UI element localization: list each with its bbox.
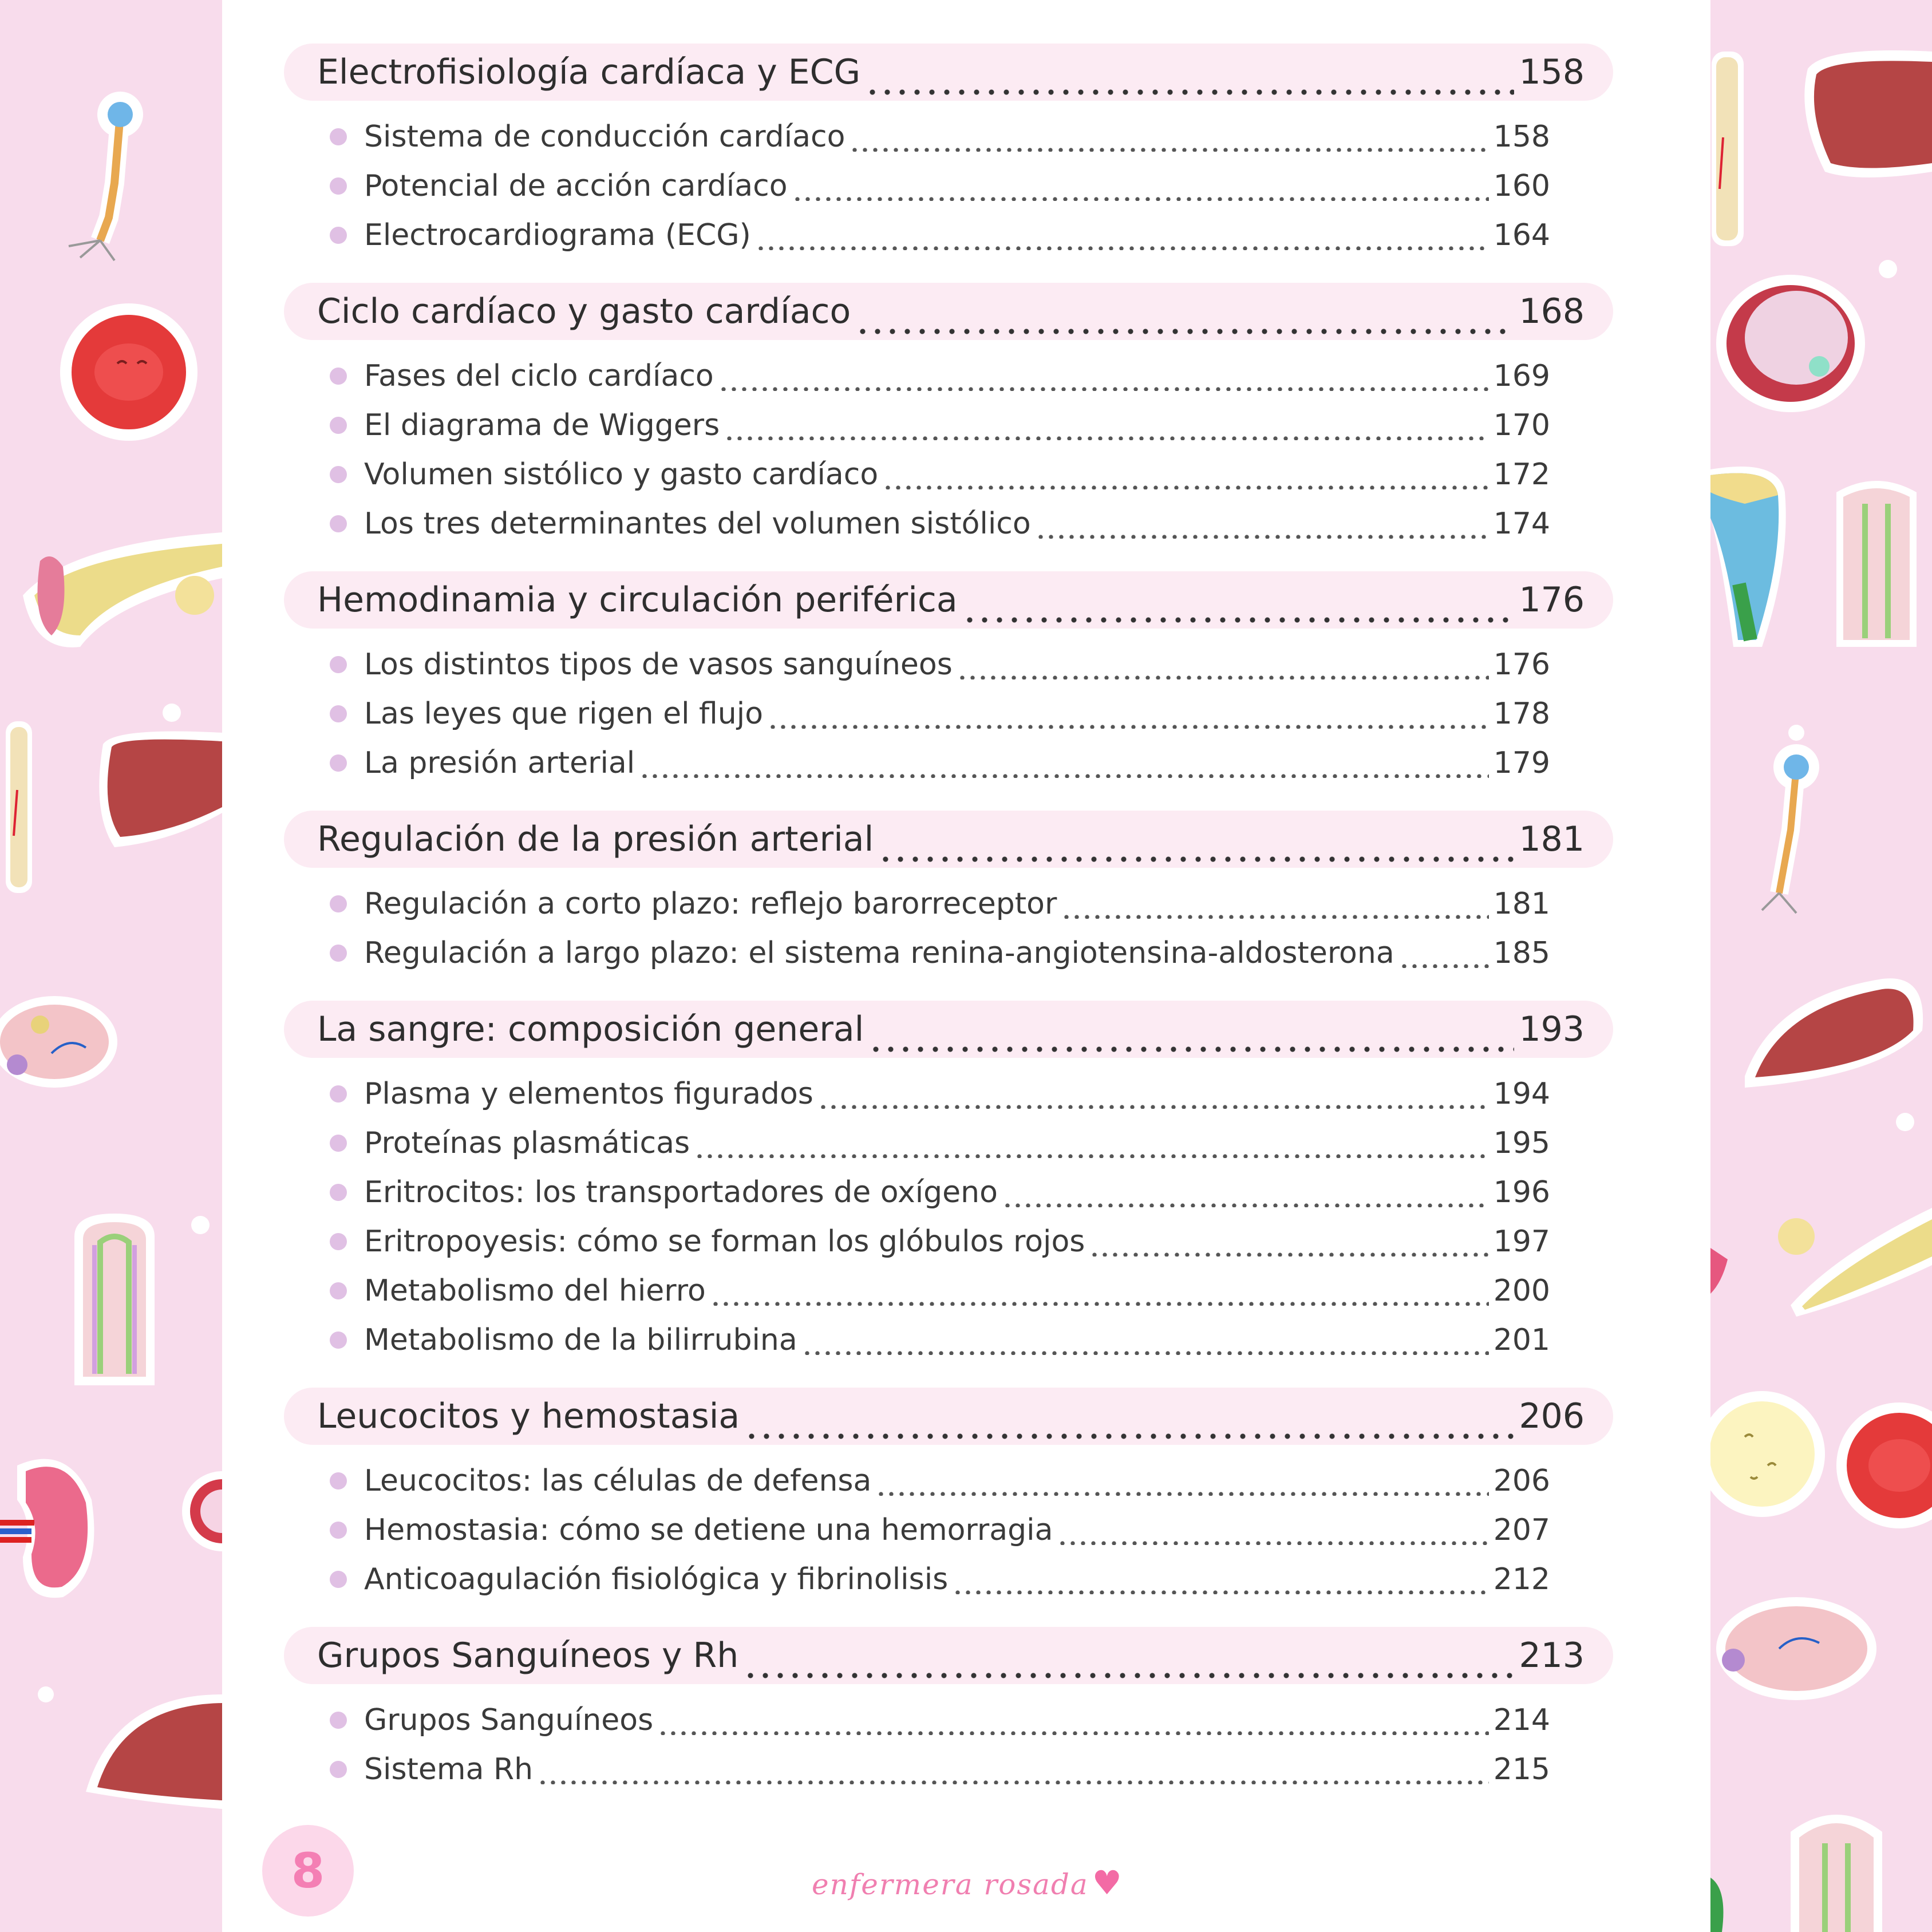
toc-section	[284, 811, 1613, 978]
item-page-number: 164	[1493, 218, 1550, 252]
dot-leader	[694, 1128, 1489, 1158]
toc-item-list	[284, 629, 1613, 788]
dot-leader	[957, 650, 1489, 679]
liver-sticker	[99, 732, 222, 848]
item-page-number: 169	[1493, 359, 1550, 393]
bullet-icon	[330, 754, 347, 772]
bullet-icon	[330, 368, 347, 385]
bullet-icon	[330, 1282, 347, 1299]
liver-sticker	[1745, 978, 1923, 1088]
toc-section-heading[interactable]	[284, 44, 1613, 101]
intestinal-villus-sticker	[1836, 481, 1917, 647]
dot-leader	[538, 1755, 1489, 1784]
intestinal-villus-sticker	[74, 1214, 155, 1385]
brand-text: enfermera rosada	[812, 1868, 1089, 1901]
item-page-number: 207	[1493, 1513, 1550, 1547]
red-blood-cell-sticker	[1836, 1402, 1932, 1528]
toc-item[interactable]	[284, 450, 1613, 499]
toc-item-list	[284, 1058, 1613, 1365]
dot-leader	[883, 460, 1489, 489]
toc-item-list	[284, 101, 1613, 260]
pancreas-sticker	[1710, 1208, 1932, 1317]
item-page-number: 181	[1493, 887, 1550, 921]
toc-item[interactable]	[284, 689, 1613, 738]
item-title: Metabolismo del hierro	[364, 1274, 706, 1308]
item-page-number: 174	[1493, 507, 1550, 541]
item-title: Regulación a corto plazo: reflejo barorreceptor	[364, 887, 1057, 921]
toc-item[interactable]	[284, 1696, 1613, 1745]
toc-section	[284, 1627, 1613, 1794]
bullet-icon	[330, 1522, 347, 1539]
item-title: Eritropoyesis: cómo se forman los glóbulos rojos	[364, 1224, 1085, 1259]
section-title: La sangre: composición general	[317, 1009, 864, 1049]
item-page-number: 212	[1493, 1562, 1550, 1597]
dot-leader	[865, 49, 1514, 95]
brand-signature	[812, 1863, 1123, 1902]
dot-leader	[850, 122, 1488, 152]
item-title: Volumen sistólico y gasto cardíaco	[364, 457, 879, 492]
section-page-number: 206	[1519, 1396, 1585, 1436]
dot-leader	[1057, 1515, 1488, 1545]
item-page-number: 176	[1493, 647, 1550, 682]
item-title: Metabolismo de la bilirrubina	[364, 1323, 797, 1357]
section-page-number: 168	[1519, 291, 1585, 331]
item-page-number: 160	[1493, 169, 1550, 203]
item-title: Anticoagulación fisiológica y fibrinolisis	[364, 1562, 949, 1597]
red-blood-cell-sticker	[60, 303, 197, 441]
intestinal-villus-sticker	[1710, 1815, 1882, 1932]
toc-section	[284, 283, 1613, 548]
toc-item[interactable]	[284, 211, 1613, 260]
toc-item[interactable]	[284, 499, 1613, 548]
table-of-contents	[284, 44, 1613, 1817]
toc-item[interactable]	[284, 1456, 1613, 1506]
toc-section	[284, 571, 1613, 788]
dot-leader	[876, 1466, 1488, 1496]
dot-leader	[868, 1006, 1514, 1052]
item-page-number: 194	[1493, 1077, 1550, 1111]
item-page-number: 214	[1493, 1703, 1550, 1737]
alveolus-sticker	[182, 1471, 222, 1551]
ovary-sticker	[1716, 1597, 1876, 1700]
white-blood-cell-sticker	[1710, 1391, 1825, 1517]
neuron-sticker	[1762, 744, 1819, 913]
dot-leader	[1036, 509, 1489, 539]
bullet-icon	[330, 515, 347, 532]
item-title: Proteínas plasmáticas	[364, 1126, 690, 1160]
toc-item[interactable]	[284, 1315, 1613, 1365]
toc-item-list	[284, 1445, 1613, 1604]
item-title: Hemostasia: cómo se detiene una hemorragia	[364, 1513, 1053, 1547]
dot-leader	[724, 410, 1489, 440]
dot-leader	[878, 816, 1514, 862]
item-title: Potencial de acción cardíaco	[364, 169, 788, 203]
section-page-number: 158	[1519, 52, 1585, 92]
dot-leader	[855, 289, 1514, 334]
item-page-number: 195	[1493, 1126, 1550, 1160]
item-title: Los distintos tipos de vasos sanguíneos	[364, 647, 953, 682]
bullet-icon	[330, 1085, 347, 1103]
toc-section	[284, 44, 1613, 260]
item-page-number: 200	[1493, 1274, 1550, 1308]
item-page-number: 172	[1493, 457, 1550, 492]
toc-section-heading[interactable]	[284, 571, 1613, 629]
dot-leader	[1399, 938, 1489, 968]
item-title: Fases del ciclo cardíaco	[364, 359, 714, 393]
toc-item[interactable]	[284, 1119, 1613, 1168]
toc-page	[222, 0, 1710, 1932]
dot-leader	[718, 361, 1489, 391]
bullet-icon	[330, 1184, 347, 1201]
section-title: Leucocitos y hemostasia	[317, 1396, 740, 1436]
item-page-number: 206	[1493, 1464, 1550, 1498]
toc-item-list	[284, 340, 1613, 548]
bullet-icon	[330, 895, 347, 912]
toc-item[interactable]	[284, 1555, 1613, 1604]
bullet-icon	[330, 417, 347, 434]
section-title: Electrofisiología cardíaca y ECG	[317, 52, 861, 92]
bullet-icon	[330, 1472, 347, 1490]
toc-section-heading[interactable]	[284, 811, 1613, 868]
toc-item[interactable]	[284, 401, 1613, 450]
toc-item[interactable]	[284, 1069, 1613, 1119]
bullet-icon	[330, 1332, 347, 1349]
dot-leader	[639, 748, 1489, 778]
bullet-icon	[330, 705, 347, 722]
toc-item-list	[284, 1684, 1613, 1794]
dot-leader	[953, 1564, 1488, 1594]
toc-item-list	[284, 868, 1613, 978]
dot-leader	[1089, 1227, 1488, 1257]
section-page-number: 181	[1519, 819, 1585, 859]
bone-sticker	[1712, 52, 1744, 246]
page-number: 8	[291, 1843, 325, 1899]
toc-item[interactable]	[284, 161, 1613, 211]
toc-item[interactable]	[284, 738, 1613, 788]
dot-leader	[792, 171, 1489, 201]
toc-item[interactable]	[284, 1506, 1613, 1555]
toc-item[interactable]	[284, 112, 1613, 161]
item-title: Grupos Sanguíneos	[364, 1703, 654, 1737]
dot-leader	[743, 1633, 1514, 1678]
bullet-icon	[330, 1761, 347, 1778]
toc-item[interactable]	[284, 1266, 1613, 1315]
toc-section	[284, 1001, 1613, 1365]
item-title: Leucocitos: las células de defensa	[364, 1464, 872, 1498]
section-title: Hemodinamia y circulación periférica	[317, 580, 958, 620]
dot-leader	[768, 699, 1489, 729]
alveolus-sticker	[1716, 275, 1865, 412]
toc-section-heading[interactable]	[284, 1388, 1613, 1445]
item-title: Electrocardiograma (ECG)	[364, 218, 751, 252]
item-title: La presión arterial	[364, 746, 635, 780]
item-title: Regulación a largo plazo: el sistema renina-angiotensina-aldosterona	[364, 936, 1394, 970]
toc-item[interactable]	[284, 1217, 1613, 1266]
toc-item[interactable]	[284, 1168, 1613, 1217]
item-title: El diagrama de Wiggers	[364, 408, 720, 442]
toc-item[interactable]	[284, 351, 1613, 401]
item-title: Eritrocitos: los transportadores de oxígeno	[364, 1175, 998, 1210]
dot-leader	[744, 1393, 1514, 1439]
item-title: Plasma y elementos figurados	[364, 1077, 813, 1111]
toc-section-heading[interactable]	[284, 283, 1613, 340]
toc-section-heading[interactable]	[284, 1627, 1613, 1684]
neuron-sticker	[69, 92, 143, 260]
section-title: Grupos Sanguíneos y Rh	[317, 1635, 739, 1676]
item-title: Los tres determinantes del volumen sistólico	[364, 507, 1031, 541]
bullet-icon	[330, 656, 347, 673]
item-title: Las leyes que rigen el flujo	[364, 697, 764, 731]
toc-section-heading[interactable]	[284, 1001, 1613, 1058]
pancreas-sticker	[23, 532, 222, 647]
dot-leader	[658, 1705, 1489, 1735]
item-page-number: 170	[1493, 408, 1550, 442]
bullet-icon	[330, 227, 347, 244]
item-page-number: 196	[1493, 1175, 1550, 1210]
dot-leader	[1002, 1178, 1489, 1207]
kidney-sticker	[0, 1459, 94, 1598]
liver-sticker	[1804, 50, 1932, 177]
dot-leader	[710, 1276, 1489, 1306]
toc-item[interactable]	[284, 929, 1613, 978]
liver-sticker	[86, 1694, 222, 1809]
item-page-number: 178	[1493, 697, 1550, 731]
bullet-icon	[330, 945, 347, 962]
section-page-number: 176	[1519, 580, 1585, 620]
item-page-number: 215	[1493, 1752, 1550, 1787]
background-sticker-strip-right	[1710, 0, 1932, 1932]
ovary-sticker	[0, 996, 117, 1088]
toc-item[interactable]	[284, 879, 1613, 929]
bullet-icon	[330, 1135, 347, 1152]
dot-leader	[802, 1325, 1489, 1355]
item-title: Sistema de conducción cardíaco	[364, 120, 846, 154]
item-page-number: 158	[1493, 120, 1550, 154]
dot-leader	[756, 220, 1489, 250]
item-page-number: 201	[1493, 1323, 1550, 1357]
item-page-number: 197	[1493, 1224, 1550, 1259]
background-sticker-strip-left	[0, 0, 222, 1932]
section-page-number: 193	[1519, 1009, 1585, 1049]
item-page-number: 179	[1493, 746, 1550, 780]
bullet-icon	[330, 128, 347, 145]
dot-leader	[818, 1079, 1489, 1109]
toc-item[interactable]	[284, 1745, 1613, 1794]
brainstem-sticker	[1710, 467, 1786, 647]
bullet-icon	[330, 177, 347, 195]
section-title: Ciclo cardíaco y gasto cardíaco	[317, 291, 851, 331]
item-page-number: 185	[1493, 936, 1550, 970]
heart-icon: ♥	[1092, 1863, 1123, 1902]
bullet-icon	[330, 1712, 347, 1729]
page-number-badge	[262, 1825, 354, 1917]
item-title: Sistema Rh	[364, 1752, 534, 1787]
section-title: Regulación de la presión arterial	[317, 819, 874, 859]
bullet-icon	[330, 1233, 347, 1250]
toc-item[interactable]	[284, 640, 1613, 689]
dot-leader	[962, 577, 1515, 623]
toc-section	[284, 1388, 1613, 1604]
dot-leader	[1061, 889, 1488, 919]
bullet-icon	[330, 466, 347, 483]
bone-sticker	[6, 721, 32, 893]
bullet-icon	[330, 1571, 347, 1588]
section-page-number: 213	[1519, 1635, 1585, 1676]
